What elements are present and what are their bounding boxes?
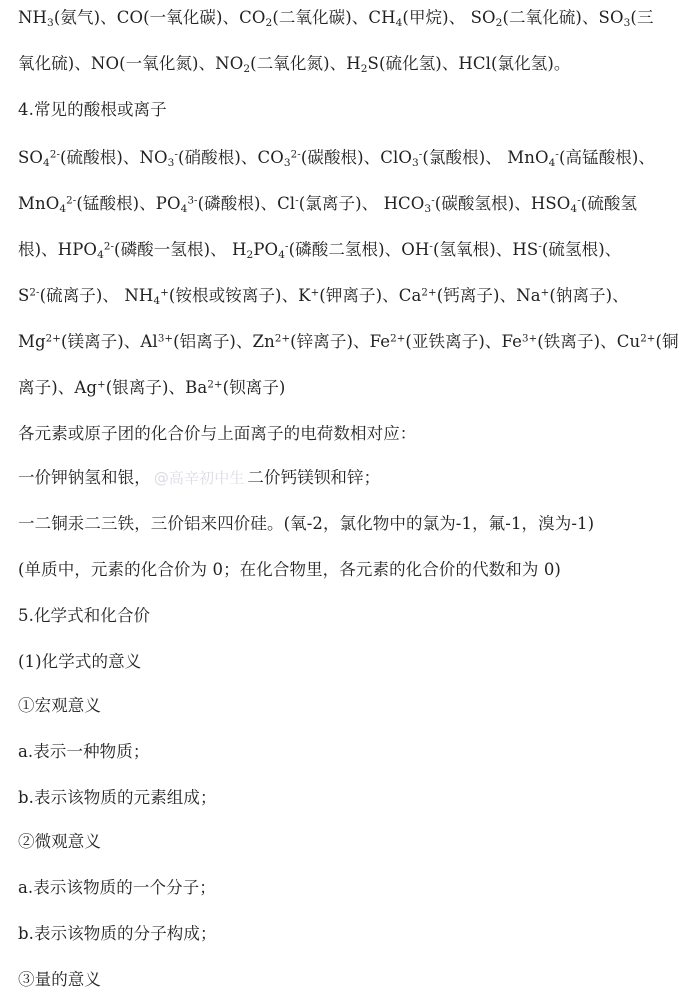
- text-line: [18, 968, 646, 992]
- text-line: [18, 376, 646, 400]
- superscript: 2+: [421, 287, 437, 299]
- text-line: [18, 830, 646, 854]
- text-run: ①宏观意义: [18, 696, 101, 715]
- subscript: 2: [265, 16, 273, 29]
- text-run: b.表示该物质的元素组成；: [18, 788, 217, 807]
- text-line: [18, 192, 646, 216]
- text-line: [18, 52, 646, 76]
- text-run: Mg: [18, 332, 46, 351]
- text-run: (铜: [655, 332, 679, 351]
- subscript: 4: [180, 202, 188, 215]
- text-line: [18, 740, 646, 764]
- text-run: (氯离子)、 HCO: [298, 194, 425, 213]
- text-run: 一二铜汞二三铁，三价铝来四价硅。(氧-2，氯化物中的氯为-1，氟-1，溴为-1): [18, 514, 595, 533]
- text-run: (1)化学式的意义: [18, 652, 142, 671]
- superscript: -: [285, 241, 289, 253]
- text-line: [18, 146, 656, 170]
- text-run: 二价钙镁钡和锌；: [247, 468, 381, 487]
- text-run: (铝离子)、Zn: [173, 332, 275, 351]
- superscript: 2+: [390, 333, 406, 345]
- text-run: (亚铁离子)、Fe: [405, 332, 522, 351]
- text-run: (氢氧根)、HS: [432, 240, 539, 259]
- text-line: [18, 330, 679, 354]
- superscript: -: [418, 149, 423, 161]
- text-run: (银离子)、Ba: [105, 378, 208, 397]
- superscript: 3+: [157, 333, 174, 345]
- subscript: 4: [97, 248, 104, 261]
- superscript: 2-: [49, 149, 60, 161]
- superscript: +: [160, 287, 169, 299]
- superscript: 2-: [290, 149, 301, 161]
- superscript: -: [429, 241, 433, 253]
- subscript: 4: [570, 202, 578, 215]
- text-run: (磷酸二氢根)、OH: [288, 240, 430, 259]
- text-run: ②微观意义: [18, 832, 101, 851]
- text-run: MnO: [18, 194, 60, 213]
- text-line: [18, 876, 646, 900]
- text-run: (二氧化碳)、CH: [272, 8, 396, 27]
- text-run: (单质中，元素的化合价为 0；在化合物里，各元素的化合价的代数和为 0): [18, 560, 561, 579]
- text-run: (氯酸根)、 MnO: [422, 148, 549, 167]
- text-run: 各元素或原子团的化合价与上面离子的电荷数相对应：: [18, 424, 417, 443]
- text-line: [18, 512, 646, 536]
- text-run: (硫酸根)、NO: [60, 148, 168, 167]
- text-run: (二氧化硫)、SO: [502, 8, 624, 27]
- text-run: (甲烷)、 SO: [402, 8, 496, 27]
- text-run: 5.化学式和化合价: [18, 606, 151, 625]
- text-line: [18, 694, 646, 718]
- text-run: 一价钾钠氢和银，: [18, 468, 151, 487]
- text-run: (钙离子)、Na: [436, 286, 541, 305]
- text-run: (硫氢根)、: [541, 240, 622, 259]
- subscript: 3: [167, 156, 175, 169]
- text-line: [18, 786, 646, 810]
- text-run: PO: [253, 240, 279, 259]
- text-run: 离子)、Ag: [18, 378, 98, 397]
- watermark: @高辛初中生: [153, 469, 245, 487]
- text-run: (铵根或铵离子)、K: [168, 286, 311, 305]
- text-line: [18, 238, 646, 262]
- text-run: (硝酸根)、CO: [178, 148, 284, 167]
- subscript: 3: [623, 16, 631, 29]
- superscript: 2-: [29, 287, 40, 299]
- superscript: +: [310, 287, 320, 299]
- text-run: S(硫化氢)、HCl(氯化氢)。: [367, 54, 571, 73]
- text-run: (二氧化氮)、H: [250, 54, 361, 73]
- text-run: a.表示一种物质；: [18, 742, 150, 761]
- superscript: -: [295, 195, 299, 207]
- subscript: 3: [412, 156, 419, 169]
- superscript: -: [555, 149, 559, 161]
- text-run: (镁离子)、Al: [60, 332, 158, 351]
- text-line: [18, 6, 654, 30]
- subscript: 2: [495, 16, 503, 29]
- text-run: b.表示该物质的分子构成；: [18, 924, 217, 943]
- superscript: -: [538, 241, 542, 253]
- text-run: (氨气)、CO(一氧化碳)、CO: [53, 8, 266, 27]
- text-run: (磷酸一氢根)、 H: [114, 240, 247, 259]
- text-line: [18, 604, 646, 628]
- superscript: -: [431, 195, 435, 207]
- text-run: (钡离子): [222, 378, 286, 397]
- subscript: 4: [395, 16, 403, 29]
- subscript: 3: [47, 16, 54, 29]
- superscript: 3+: [521, 333, 538, 345]
- text-run: (高锰酸根)、: [558, 148, 656, 167]
- superscript: 2+: [274, 333, 291, 345]
- subscript: 4: [153, 294, 161, 307]
- subscript: 4: [548, 156, 556, 169]
- text-run: NH: [18, 8, 48, 27]
- text-run: (硫离子)、 NH: [39, 286, 154, 305]
- superscript: +: [97, 379, 106, 391]
- text-run: (磷酸根)、Cl: [197, 194, 296, 213]
- superscript: 2-: [66, 195, 77, 207]
- text-line: [18, 466, 646, 490]
- superscript: 2+: [207, 379, 223, 391]
- text-run: SO: [18, 148, 44, 167]
- subscript: 4: [43, 156, 50, 169]
- text-run: (碳酸氢根)、HSO: [434, 194, 571, 213]
- text-run: (铁离子)、Cu: [537, 332, 641, 351]
- text-run: ③量的意义: [18, 970, 101, 989]
- subscript: 4: [278, 248, 286, 261]
- subscript: 4: [59, 202, 67, 215]
- text-run: (三: [630, 8, 654, 27]
- text-run: (硫酸氢: [580, 194, 638, 213]
- text-run: (锌离子)、Fe: [290, 332, 391, 351]
- subscript: 3: [424, 202, 432, 215]
- superscript: -: [577, 195, 581, 207]
- text-run: 根)、HPO: [18, 240, 98, 259]
- superscript: 2+: [640, 333, 656, 345]
- subscript: 2: [246, 248, 254, 261]
- superscript: -: [174, 149, 179, 161]
- superscript: 2+: [45, 333, 61, 345]
- text-line: [18, 422, 646, 446]
- subscript: 2: [360, 62, 368, 75]
- text-run: (锰酸根)、PO: [76, 194, 181, 213]
- text-line: [18, 284, 646, 308]
- text-line: [18, 98, 646, 122]
- text-line: [18, 650, 646, 674]
- text-run: 4.常见的酸根或离子: [18, 100, 167, 119]
- text-run: (钠离子)、: [549, 286, 629, 305]
- superscript: 3-: [187, 195, 198, 207]
- text-run: a.表示该物质的一个分子；: [18, 878, 216, 897]
- text-line: [18, 558, 646, 582]
- superscript: +: [540, 287, 550, 299]
- text-run: (碳酸根)、ClO: [300, 148, 413, 167]
- text-line: [18, 922, 646, 946]
- text-run: S: [18, 286, 30, 305]
- superscript: 2-: [103, 241, 115, 253]
- text-run: (钾离子)、Ca: [319, 286, 422, 305]
- subscript: 3: [283, 156, 291, 169]
- text-run: 氧化硫)、NO(一氧化氮)、NO: [18, 54, 244, 73]
- subscript: 2: [243, 62, 251, 75]
